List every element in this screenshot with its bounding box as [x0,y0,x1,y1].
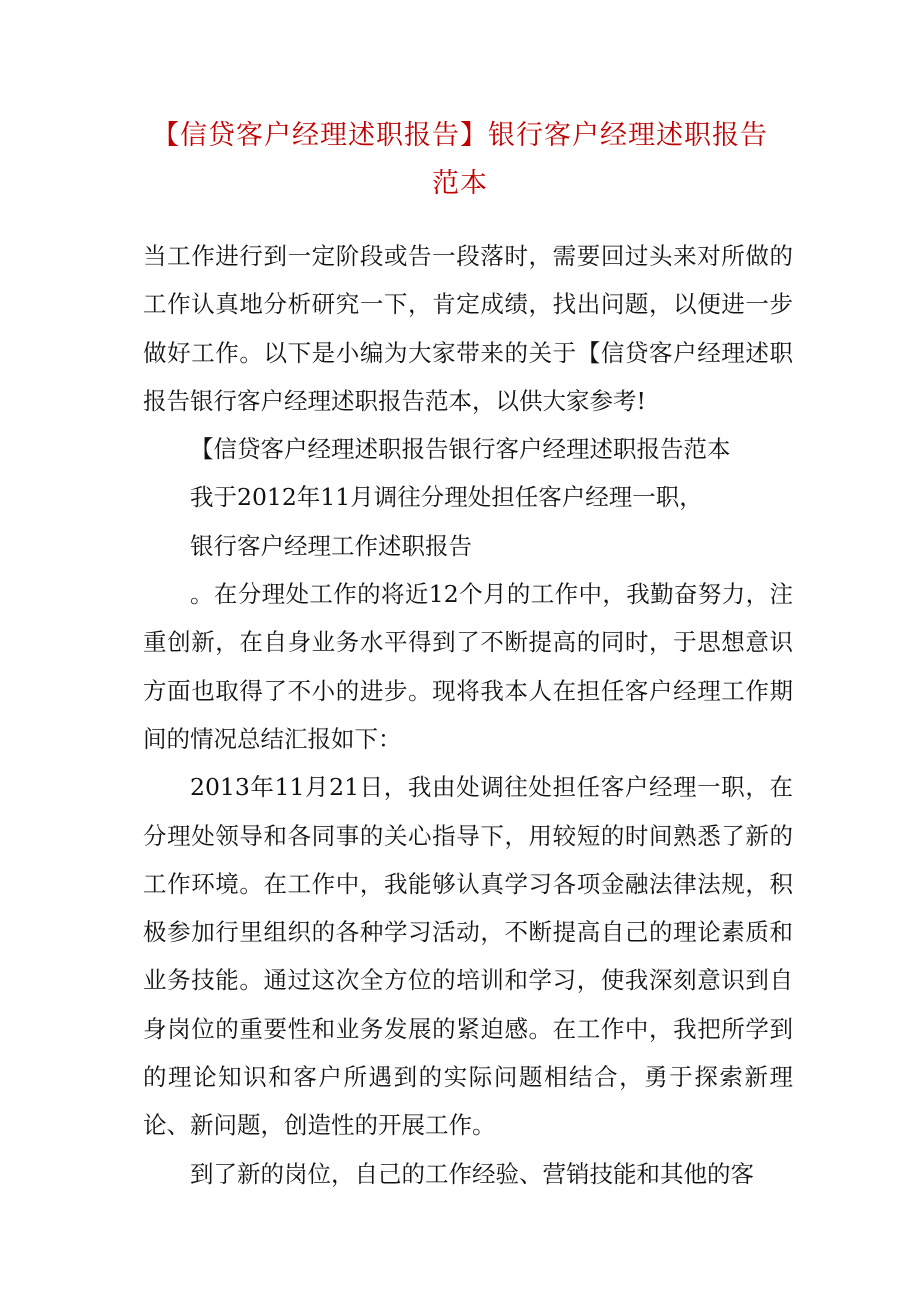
transfer-line: 我于2012年11月调往分理处担任客户经理一职， [190,483,703,512]
intro-paragraph: 当工作进行到一定阶段或告一段落时，需要回过头来对所做的工作认真地分析研究一下，肯定成绩，找出问题，以便进一步做好工作。以下是小编为大家带来的关于【信贷客户经理述职报告银行客户经理述职报告范本，以供大家参考! [143,242,793,415]
section-heading: 银行客户经理工作述职报告 [190,531,472,560]
document-title: 【信贷客户经理述职报告】银行客户经理述职报告范本 [152,120,768,199]
body-paragraph: 到了新的岗位，自己的工作经验、营销技能和其他的客 [190,1159,754,1188]
document-body [143,232,793,1198]
body-paragraph: 2013年11月21日，我由处调往处担任客户经理一职，在分理处领导和各同事的关心指导下，用较短的时间熟悉了新的工作环境。在工作中，我能够认真学习各项金融法律法规，积极参加行里组织的各种学习活动，不断提高自己的理论素质和业务技能。通过这次全方位的培训和学习，使我深刻意识到自身岗位的重要性和业务发展的紧迫感。在工作中，我把所学到的理论知识和客户所遇到的实际问题相结合，勇于探索新理论、新问题，创造性的开展工作。 [143,773,793,1140]
subtitle-line: 【信贷客户经理述职报告银行客户经理述职报告范本 [190,435,731,464]
body-paragraph: 。在分理处工作的将近12个月的工作中，我勤奋努力，注重创新，在自身业务水平得到了不断提高的同时，于思想意识方面也取得了不小的进步。现将我本人在担任客户经理工作期间的情况总结汇报如下： [143,580,793,753]
